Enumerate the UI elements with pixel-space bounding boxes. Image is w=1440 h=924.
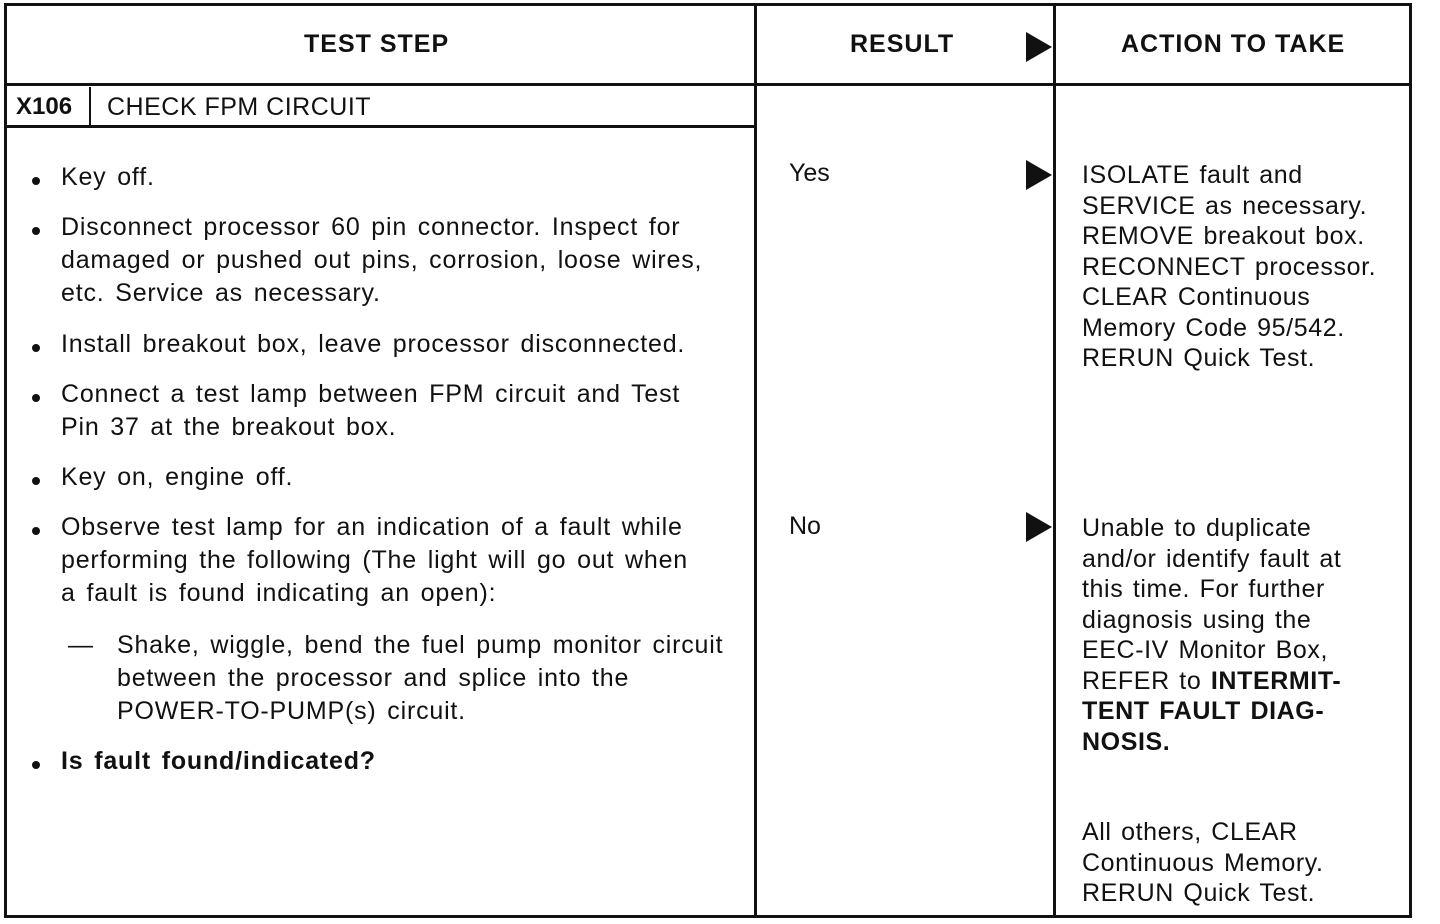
result-no: No — [789, 512, 821, 540]
action-yes: ISOLATE fault and SERVICE as necessary. REMOVE breakout box. RECONNECT processor. CLEAR Continuous Memory Code 95/542. RERUN Quick Test. — [1082, 161, 1377, 372]
result-yes: Yes — [789, 159, 830, 187]
test-step-question: Is fault found/indicated? — [61, 747, 376, 775]
column-divider-action — [1053, 3, 1056, 918]
column-divider-result — [754, 3, 757, 918]
right-triangle-arrow-icon — [1026, 512, 1052, 542]
right-triangle-arrow-icon — [1026, 32, 1052, 62]
bullet-dot-icon — [32, 394, 40, 402]
bullet-dot-icon — [32, 344, 40, 352]
header-result: RESULT — [850, 30, 955, 58]
bullet-dot-icon — [32, 177, 40, 185]
test-step-item: Key on, engine off. — [61, 463, 294, 491]
test-step-item: Key off. — [61, 163, 155, 191]
step-id: X106 — [7, 87, 91, 126]
action-all-others: All others, CLEAR Continuous Memory. RERUN Quick Test. — [1082, 818, 1324, 907]
test-step-item: Disconnect processor 60 pin connector. Inspect for damaged or pushed out pins, corrosion, loose wires, etc. Service as necessary. — [61, 213, 703, 307]
test-step-sub-item: Shake, wiggle, bend the fuel pump monitor circuit between the processor and splice into the POWER-TO-PUMP(s) circuit. — [117, 631, 724, 725]
test-step-item: Connect a test lamp between FPM circuit and Test Pin 37 at the breakout box. — [61, 380, 681, 441]
test-step-item: Install breakout box, leave processor disconnected. — [61, 330, 686, 358]
header-divider — [4, 83, 1412, 86]
bullet-dot-icon — [32, 761, 40, 769]
right-triangle-arrow-icon — [1026, 160, 1052, 190]
bullet-dot-icon — [32, 527, 40, 535]
header-test-step: TEST STEP — [304, 30, 450, 58]
bullet-dot-icon — [32, 227, 40, 235]
step-title: CHECK FPM CIRCUIT — [107, 93, 372, 121]
action-no-text: Unable to duplicate and/or identify fault at this time. For further diagnosis using the EEC-IV Monitor Box, REFER to — [1082, 514, 1342, 695]
intermittent-fault-diagnosis-reference: INTERMIT-TENT FAULT DIAG-NOSIS. — [1082, 666, 1342, 756]
sub-item-dash: — — [68, 631, 93, 659]
header-action-to-take: ACTION TO TAKE — [1121, 30, 1346, 58]
bullet-dot-icon — [32, 477, 40, 485]
test-step-item: Observe test lamp for an indication of a fault while performing the following (The light will go out when a fault is found indicating an open): — [61, 513, 689, 607]
action-no — [1082, 513, 1382, 757]
